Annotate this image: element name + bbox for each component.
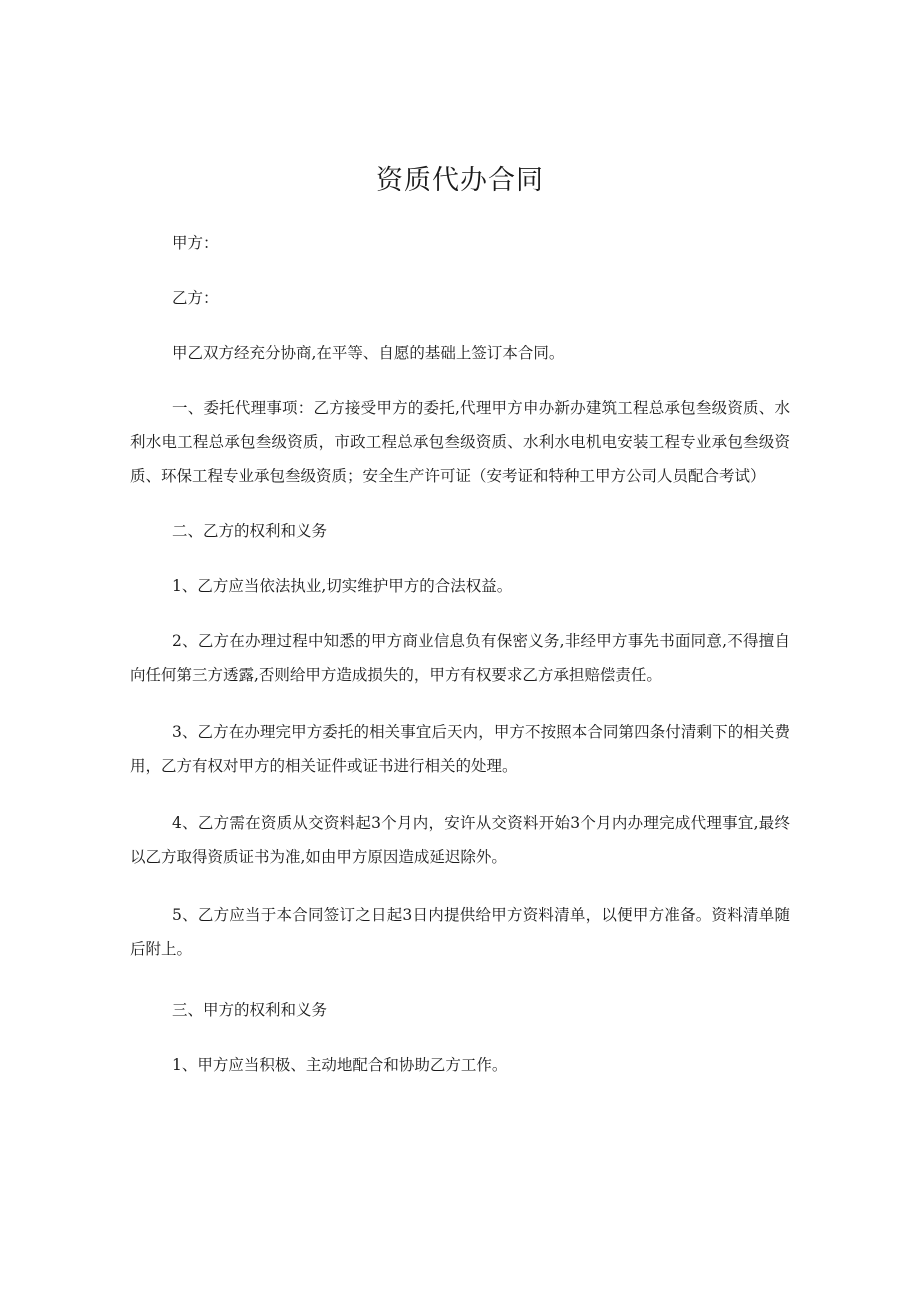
document-title: 资质代办合同: [376, 165, 544, 196]
section-2-item-1: 1、乙方应当依法执业,切实维护甲方的合法权益。: [172, 577, 513, 595]
party-b-line: 乙方：: [172, 289, 219, 307]
section-2-item-2: 2、乙方在办理过程中知悉的甲方商业信息负有保密义务,非经甲方事先书面同意,不得擅自向任何第三方透露,否则给甲方造成损失的，甲方有权要求乙方承担赔偿责任。: [130, 632, 790, 684]
section-2-item-5: 5、乙方应当于本合同签订之日起3日内提供给甲方资料清单，以便甲方准备。资料清单随后附上。: [130, 906, 790, 958]
section-2-heading: 二、乙方的权利和义务: [172, 522, 328, 540]
section-2-item-4: 4、乙方需在资质从交资料起3个月内，安许从交资料开始3个月内办理完成代理事宜,最终以乙方取得资质证书为准,如由甲方原因造成延迟除外。: [130, 814, 790, 866]
section-1-entrust-items: 一、委托代理事项：乙方接受甲方的委托,代理甲方申办新办建筑工程总承包叁级资质、水利水电工程总承包叁级资质，市政工程总承包叁级资质、水利水电机电安装工程专业承包叁级资质、环保工程专业承包叁级资质；安全生产许可证（安考证和特种工甲方公司人员配合考试）: [130, 399, 790, 485]
section-3-item-1: 1、甲方应当积极、主动地配合和协助乙方工作。: [172, 1056, 508, 1074]
intro-paragraph: 甲乙双方经充分协商,在平等、自愿的基础上签订本合同。: [172, 344, 565, 362]
party-a-line: 甲方：: [172, 234, 219, 252]
section-2-item-3: 3、乙方在办理完甲方委托的相关事宜后天内，甲方不按照本合同第四条付清剩下的相关费用，乙方有权对甲方的相关证件或证书进行相关的处理。: [130, 723, 790, 775]
section-3-heading: 三、甲方的权利和义务: [172, 1001, 328, 1019]
